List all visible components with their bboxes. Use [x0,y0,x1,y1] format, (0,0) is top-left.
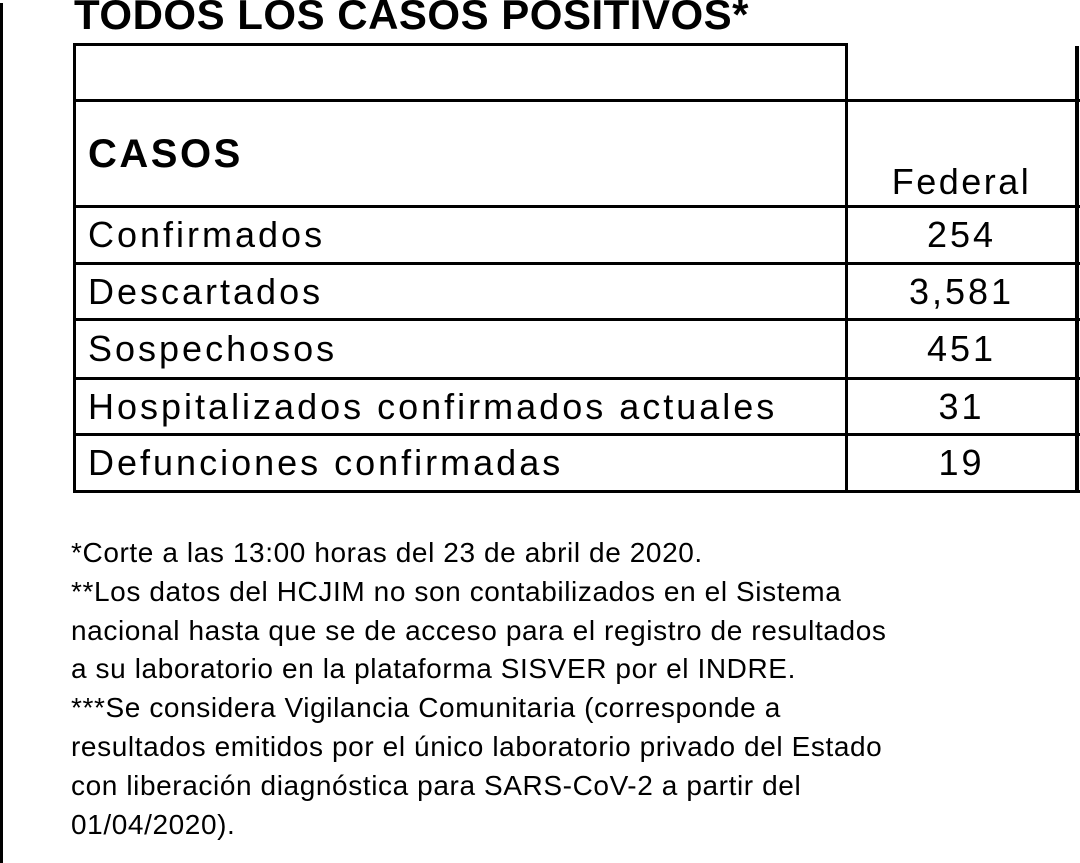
page-title: TODOS LOS CASOS POSITIVOS* [74,0,750,38]
footnote-line: *Corte a las 13:00 horas del 23 de abril de 2020. [71,537,703,568]
footnote-line: **Los datos del HCJIM no son contabilizados en el Sistema [71,575,842,607]
table-row-label: Sospechosos [88,328,338,370]
table-column-header-federal: Federal [891,161,1032,203]
footnote-line: nacional hasta que se de acceso para el registro de resultados [71,614,887,646]
footnote-line: resultados emitidos por el único laboratorio privado del Estado [71,730,883,762]
footnote-line: 01/04/2020). [71,808,236,840]
table-row-value: 19 [938,442,985,484]
page-edge-line [0,3,3,863]
table-row-label: Defunciones confirmadas [88,442,564,484]
table-row-label: Descartados [88,270,324,312]
table-corner-header: CASOS [88,131,243,176]
footnotes-block [71,534,886,844]
table-row-label: Confirmados [88,214,326,256]
table-row-label: Hospitalizados confirmados actuales [88,385,778,427]
footnote-line: con liberación diagnóstica para SARS-CoV-2 a partir del [71,769,802,801]
footnote-line: ***Se considera Vigilancia Comunitaria (corresponde a [71,692,781,724]
table-border-line [73,43,848,46]
table-border-line [1075,46,1079,493]
table-row-value: 254 [926,214,997,256]
table-row-value: 451 [926,328,997,370]
table-row-value: 31 [938,385,985,427]
footnote-line: a su laboratorio en la plataforma SISVER por el INDRE. [71,653,796,685]
table-border-line [73,490,1080,493]
table-row-value: 3,581 [908,270,1015,312]
